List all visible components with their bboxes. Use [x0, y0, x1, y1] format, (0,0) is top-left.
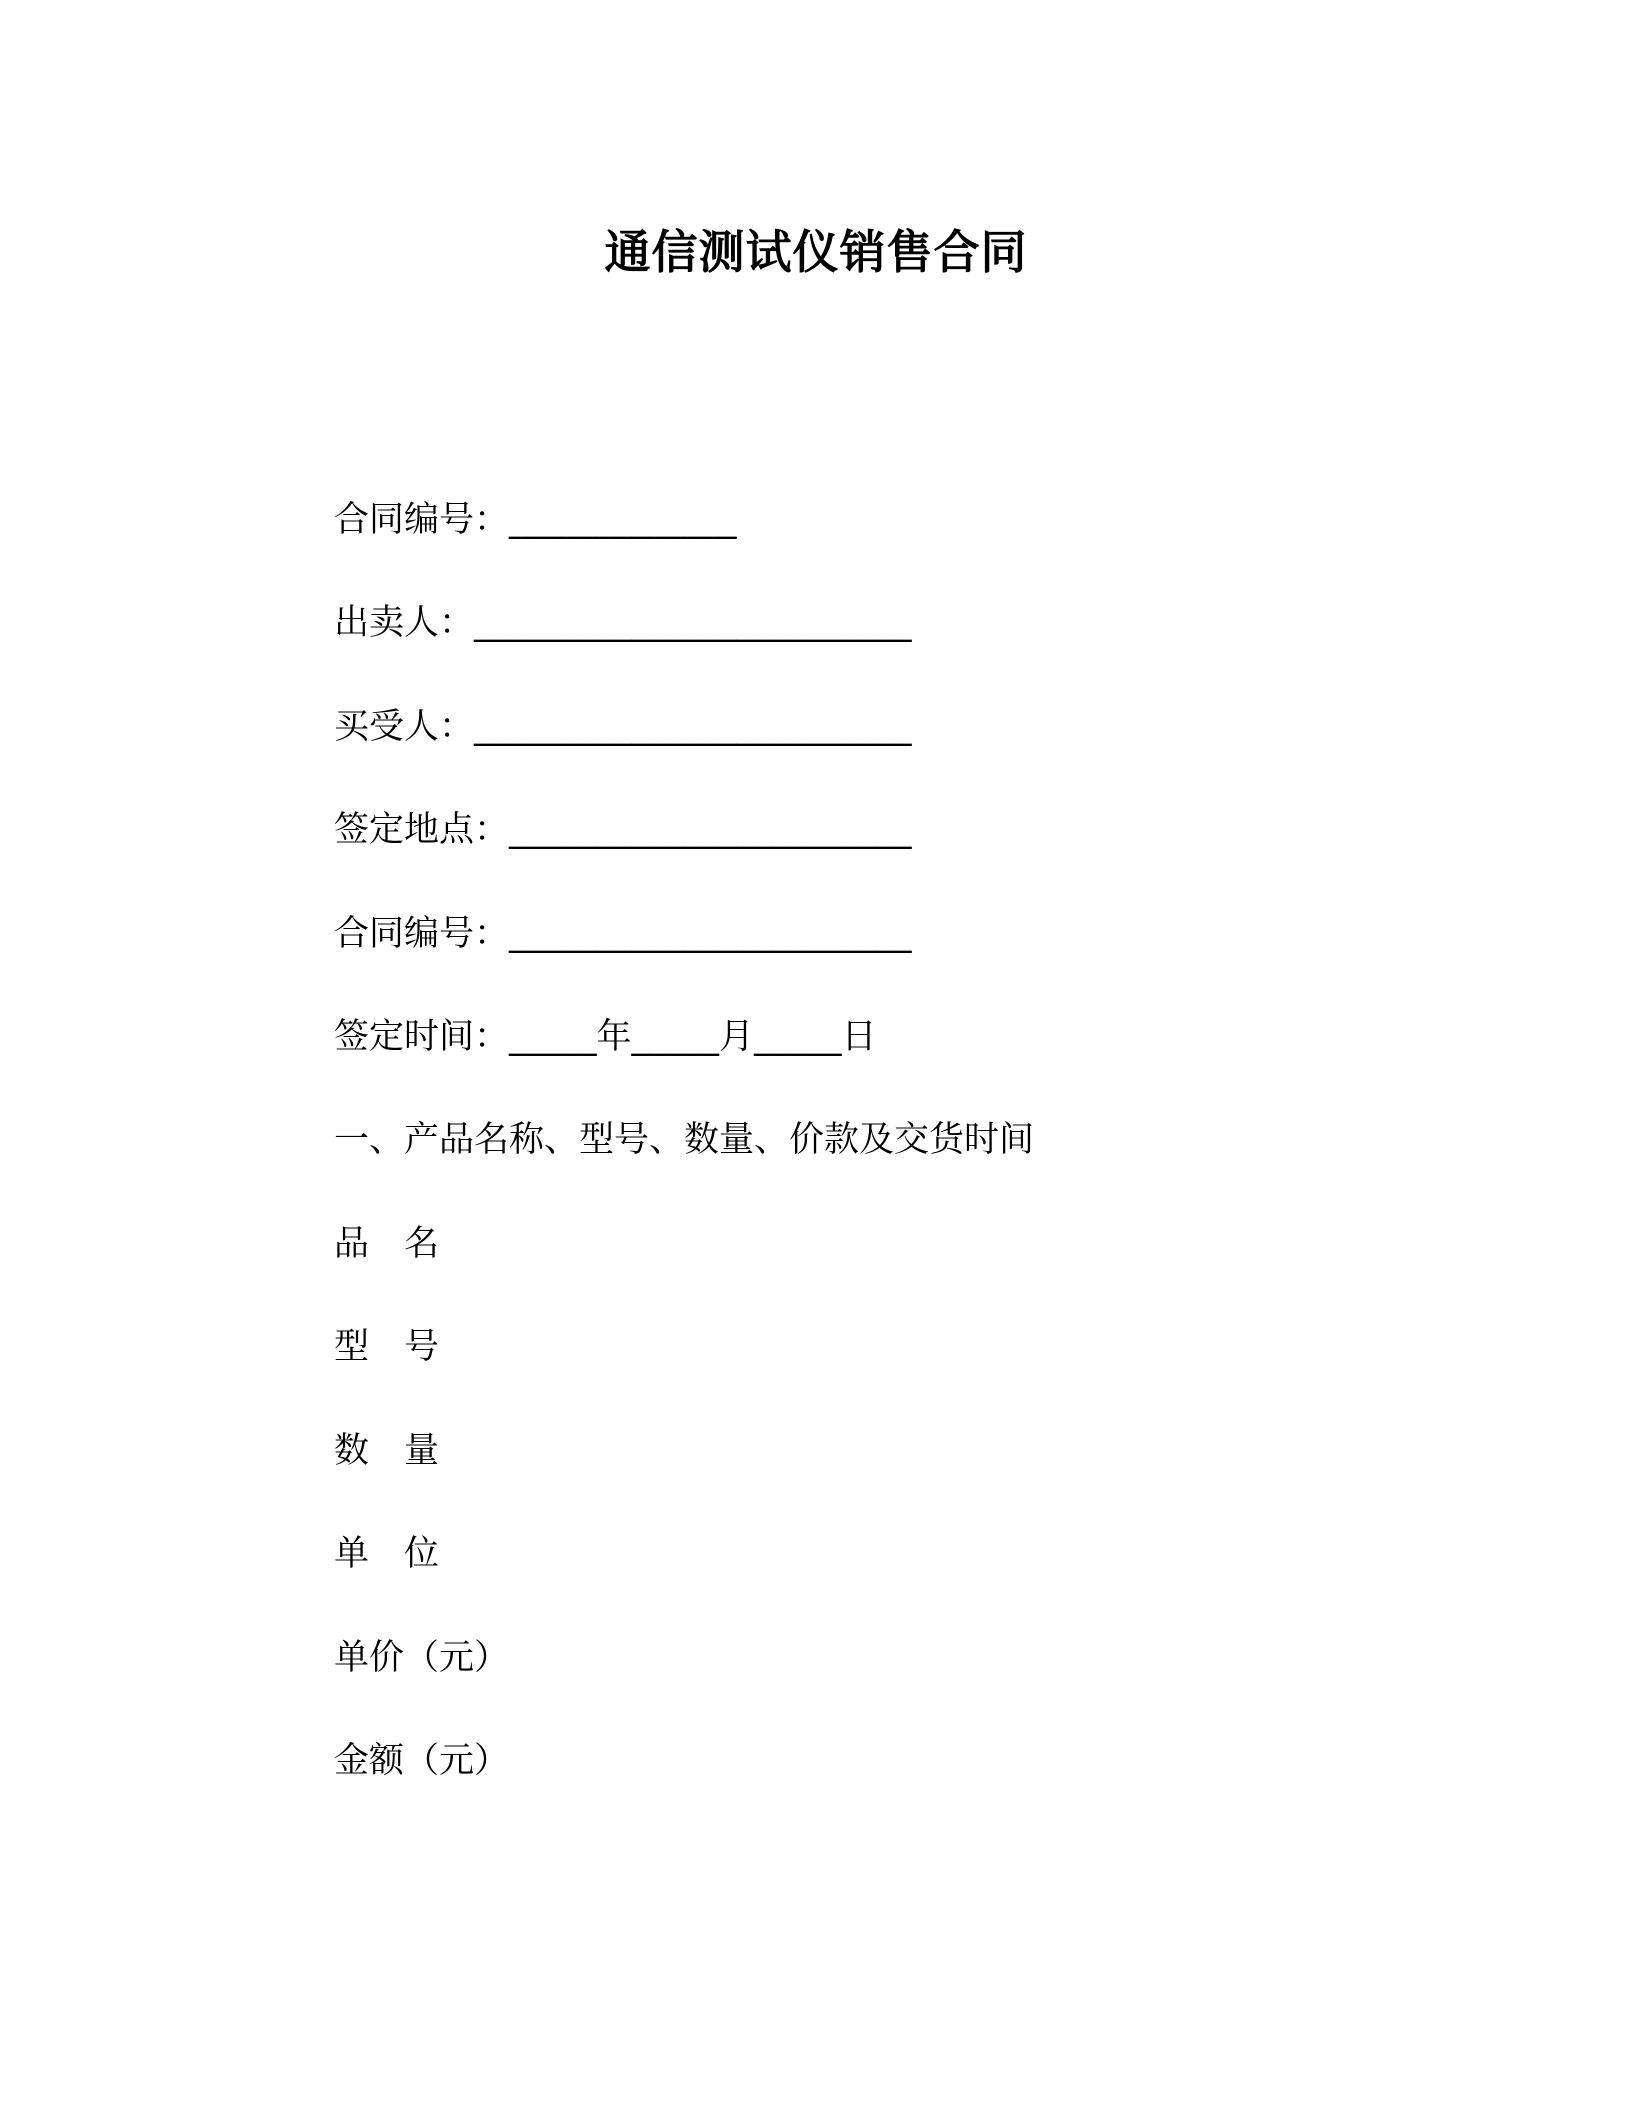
section-heading-1: 一、产品名称、型号、数量、价款及交货时间: [334, 1120, 1035, 1160]
field-quantity: 数 量: [334, 1431, 440, 1471]
buyer-line: 买受人：_________________________: [334, 707, 912, 747]
field-unit: 单 位: [334, 1534, 440, 1574]
contract-number-line-2: 合同编号：_______________________: [334, 914, 912, 954]
signing-place-line: 签定地点：_______________________: [334, 810, 912, 850]
seller-line: 出卖人：_________________________: [334, 603, 912, 643]
contract-number-line: 合同编号：_____________: [334, 500, 737, 540]
field-model: 型 号: [334, 1327, 440, 1367]
document-title: 通信测试仪销售合同: [604, 225, 1028, 279]
field-amount: 金额（元）: [334, 1741, 510, 1781]
field-product-name: 品 名: [334, 1224, 440, 1264]
signing-date-line: 签定时间：_____年_____月_____日: [334, 1017, 877, 1057]
field-unit-price: 单价（元）: [334, 1638, 510, 1678]
